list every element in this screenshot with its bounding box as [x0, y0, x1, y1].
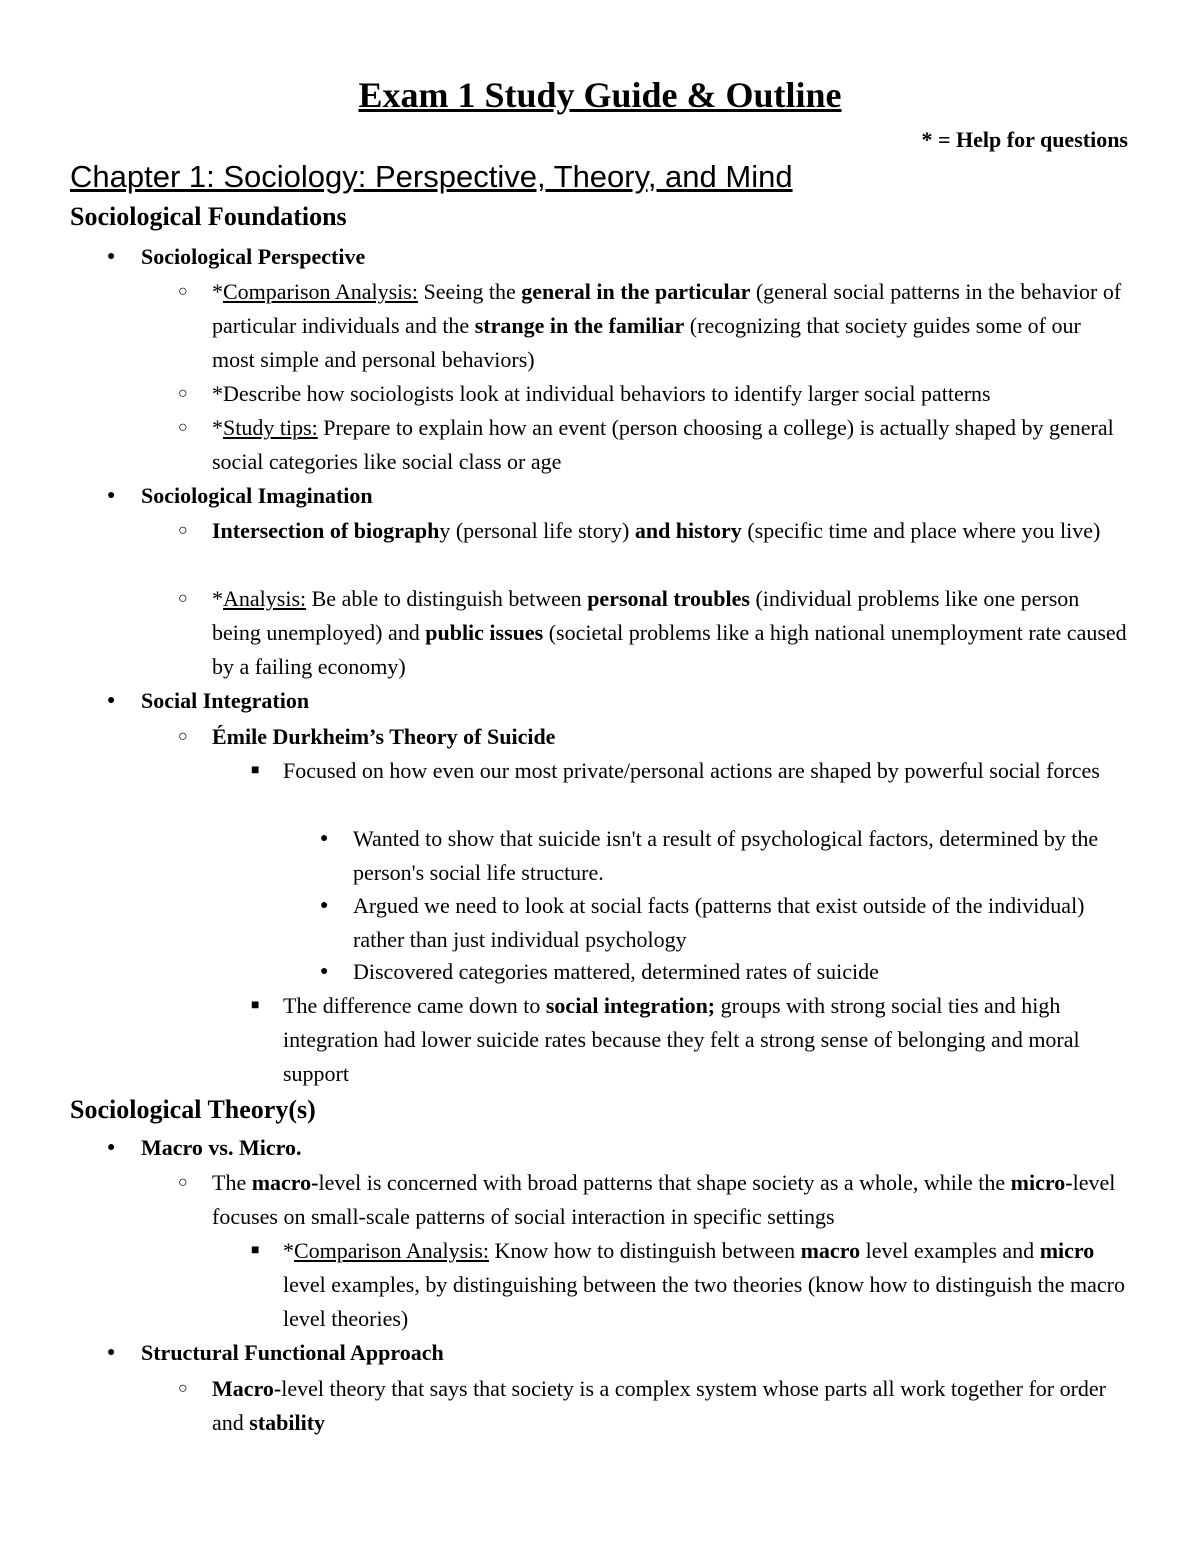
item-sociological-perspective: Sociological Perspective	[141, 244, 366, 269]
bullet-circle-icon: ○	[178, 385, 188, 402]
bullet-circle-icon: ○	[178, 1174, 188, 1191]
item-sociological-imagination: Sociological Imagination	[141, 483, 373, 508]
item-durkheim: Émile Durkheim’s Theory of Suicide	[212, 724, 556, 749]
item-intersection: Intersection of biography (personal life story) and history (specific time and place where you live)	[212, 518, 1101, 543]
bullet-dot-icon: ●	[320, 831, 329, 846]
item-macro-theory: Macro-level theory that says that society is a complex system whose parts all work together for order and stability	[212, 1376, 1107, 1435]
bullet-dot-icon: ●	[320, 898, 329, 913]
item-analysis: *Analysis: Be able to distinguish between personal troubles (individual problems like one person being unemployed) and public issues (societal problems like a high national unemployment rate caused by a failing economy)	[212, 586, 1127, 679]
item-macro-micro: Macro vs. Micro.	[141, 1135, 302, 1160]
bullet-dot-icon: ●	[320, 964, 329, 979]
item-study-tips: *Study tips: Prepare to explain how an event (person choosing a college) is actually shaped by general social categories like social class or age	[212, 415, 1114, 474]
bullet-dot-icon: ●	[107, 249, 116, 264]
item-wanted: Wanted to show that suicide isn't a result of psychological factors, determined by the person's social life structure.	[353, 826, 1099, 885]
item-comparison-analysis: *Comparison Analysis: Seeing the general in the particular (general social patterns in the behavior of particular individuals and the strange in the familiar (recognizing that society guides some of our most simple and personal behaviors)	[212, 279, 1122, 372]
item-describe: *Describe how sociologists look at individual behaviors to identify larger social patterns	[212, 381, 991, 406]
bullet-dot-icon: ●	[107, 488, 116, 503]
bullet-circle-icon: ○	[178, 522, 188, 539]
section-heading-theory: Sociological Theory(s)	[70, 1095, 316, 1124]
item-macro-level: The macro-level is concerned with broad patterns that shape society as a whole, while the micro-level focuses on small-scale patterns of social interaction in specific settings	[212, 1170, 1116, 1229]
item-structural-functional: Structural Functional Approach	[141, 1340, 444, 1365]
bullet-square-icon: ■	[251, 763, 260, 778]
bullet-circle-icon: ○	[178, 590, 188, 607]
item-social-integration: Social Integration	[141, 688, 310, 713]
item-discovered: Discovered categories mattered, determined rates of suicide	[353, 959, 879, 984]
bullet-square-icon: ■	[251, 998, 260, 1013]
item-comparison-macro-micro: *Comparison Analysis: Know how to distinguish between macro level examples and micro level examples, by distinguishing between the two theories (know how to distinguish the macro level theories)	[283, 1238, 1125, 1331]
item-argued: Argued we need to look at social facts (patterns that exist outside of the individual) rather than just individual psychology	[353, 893, 1085, 952]
bullet-dot-icon: ●	[107, 1140, 116, 1155]
bullet-circle-icon: ○	[178, 283, 188, 300]
bullet-circle-icon: ○	[178, 728, 188, 745]
item-focused: Focused on how even our most private/personal actions are shaped by powerful social forces	[283, 758, 1100, 783]
bullet-square-icon: ■	[251, 1243, 260, 1258]
section-heading-foundations: Sociological Foundations	[70, 202, 347, 231]
bullet-dot-icon: ●	[107, 1345, 116, 1360]
bullet-dot-icon: ●	[107, 693, 116, 708]
bullet-circle-icon: ○	[178, 419, 188, 436]
page-title: Exam 1 Study Guide & Outline	[358, 75, 842, 115]
legend-note: * = Help for questions	[921, 127, 1128, 152]
bullet-circle-icon: ○	[178, 1380, 188, 1397]
item-difference: The difference came down to social integration; groups with strong social ties and high integration had lower suicide rates because they felt a strong sense of belonging and moral support	[283, 993, 1080, 1086]
chapter-heading: Chapter 1: Sociology: Perspective, Theory, and Mind	[70, 159, 793, 194]
